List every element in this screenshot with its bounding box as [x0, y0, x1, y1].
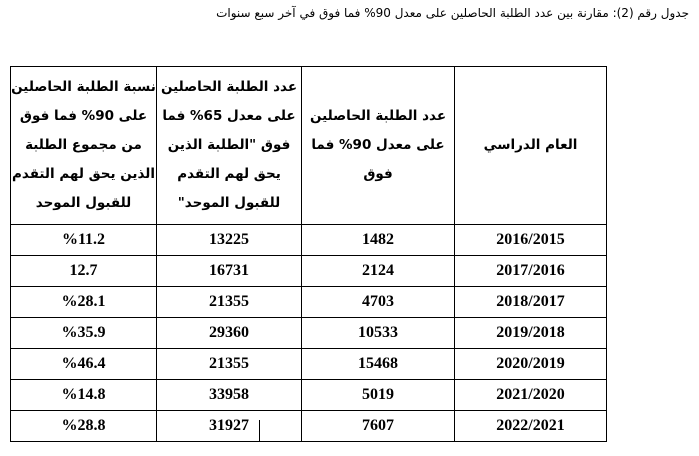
text-cursor	[259, 420, 260, 442]
cell-year: 2017/2016	[455, 256, 607, 287]
cell-year: 2021/2020	[455, 380, 607, 411]
header-count-65: عدد الطلبة الحاصلين على معدل 65% فما فوق "الطلبة الذين يحق لهم التقدم للقبول الموحد"	[157, 67, 302, 225]
cell-count-90: 5019	[302, 380, 455, 411]
cell-percentage: %28.8	[11, 411, 157, 442]
table-row	[11, 287, 607, 318]
table-row	[11, 225, 607, 256]
table-row	[11, 349, 607, 380]
cell-count-65: 29360	[157, 318, 302, 349]
cell-count-65: 16731	[157, 256, 302, 287]
table-header-row	[11, 67, 607, 225]
header-percentage: نسبة الطلبة الحاصلين على 90% فما فوق من مجموع الطلبة الذين يحق لهم التقدم للقبول الموحد	[11, 67, 157, 225]
table-row	[11, 380, 607, 411]
table-row	[11, 256, 607, 287]
cell-percentage: %14.8	[11, 380, 157, 411]
table-row	[11, 411, 607, 442]
table-row	[11, 318, 607, 349]
header-year: العام الدراسي	[455, 67, 607, 225]
cell-count-65[interactable]: 31927	[157, 411, 302, 442]
cell-percentage: 12.7	[11, 256, 157, 287]
table-caption: جدول رقم (2): مقارنة بين عدد الطلبة الحاصلين على معدل 90% فما فوق في آخر سبع سنوات	[216, 6, 689, 20]
cell-percentage: %28.1	[11, 287, 157, 318]
cell-count-65: 21355	[157, 287, 302, 318]
cell-count-90: 7607	[302, 411, 455, 442]
cell-count-90: 15468	[302, 349, 455, 380]
cell-count-65: 21355	[157, 349, 302, 380]
cell-count-90: 4703	[302, 287, 455, 318]
cell-percentage: %46.4	[11, 349, 157, 380]
cell-year: 2020/2019	[455, 349, 607, 380]
cell-year: 2019/2018	[455, 318, 607, 349]
data-table	[10, 66, 607, 442]
cell-year: 2018/2017	[455, 287, 607, 318]
cell-count-65: 13225	[157, 225, 302, 256]
cell-count-90: 2124	[302, 256, 455, 287]
cell-year: 2016/2015	[455, 225, 607, 256]
cell-count-90: 10533	[302, 318, 455, 349]
cell-percentage: %11.2	[11, 225, 157, 256]
cell-count-65: 33958	[157, 380, 302, 411]
cell-percentage: %35.9	[11, 318, 157, 349]
header-count-90: عدد الطلبة الحاصلين على معدل 90% فما فوق	[302, 67, 455, 225]
cell-year: 2022/2021	[455, 411, 607, 442]
cell-count-90: 1482	[302, 225, 455, 256]
